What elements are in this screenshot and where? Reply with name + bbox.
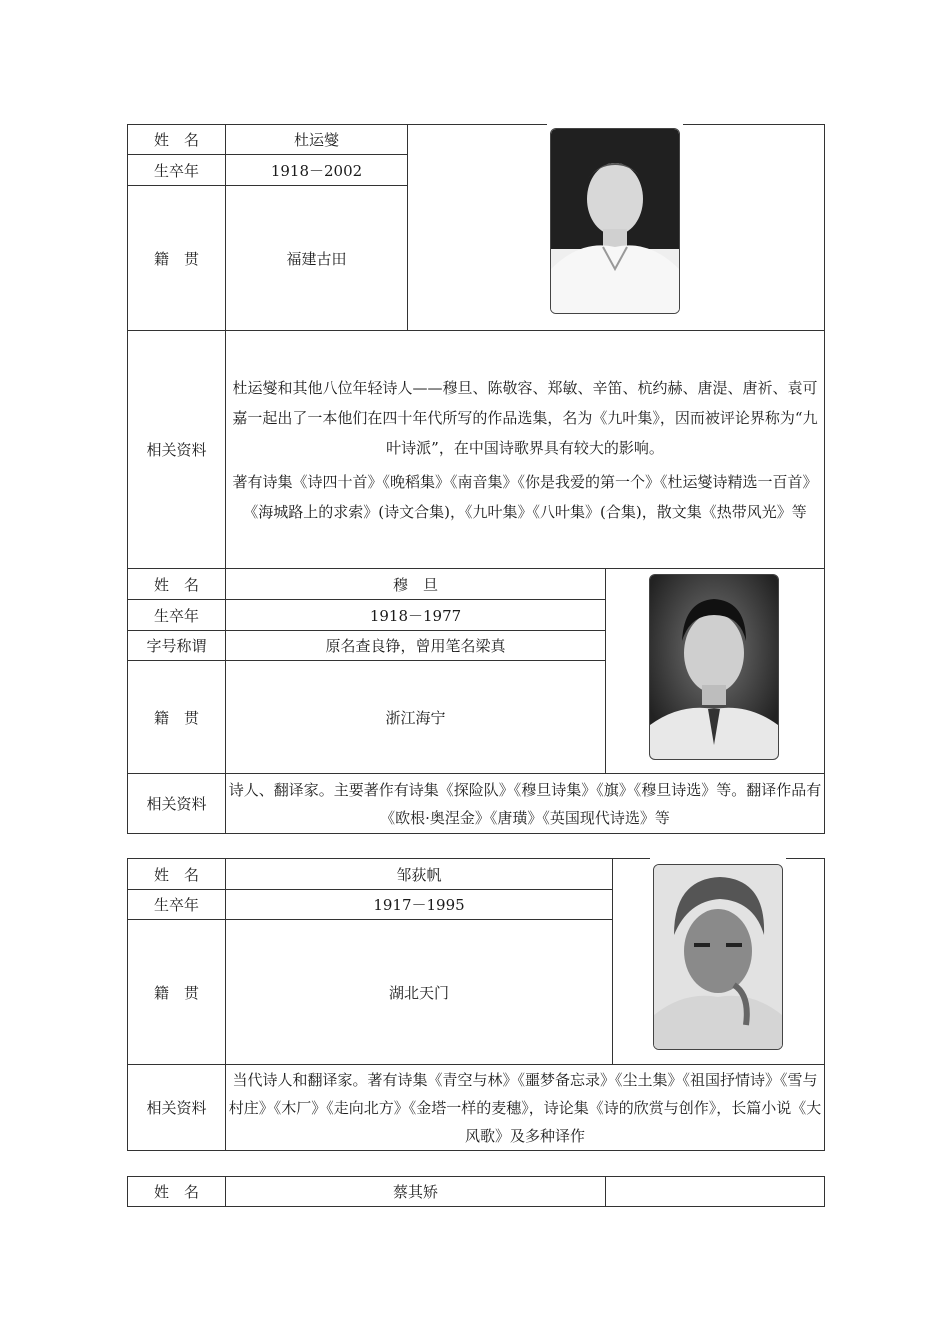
portrait-photo xyxy=(649,574,779,760)
alias-value: 原名查良铮，曾用笔名梁真 xyxy=(226,631,606,661)
name-value: 邹荻帆 xyxy=(226,859,613,890)
name-label: 姓 名 xyxy=(128,859,226,890)
years-label: 生卒年 xyxy=(128,600,226,631)
name-label: 姓 名 xyxy=(128,1177,226,1207)
photo-cell xyxy=(606,569,825,774)
origin-value: 福建古田 xyxy=(226,186,408,331)
photo-cell xyxy=(606,1177,825,1207)
origin-label: 籍 贯 xyxy=(128,920,226,1065)
origin-label: 籍 贯 xyxy=(128,661,226,774)
years-value: 1917－1995 xyxy=(226,890,613,920)
poet-card-zou-difan xyxy=(127,858,825,1151)
portrait-photo xyxy=(550,128,680,314)
border-gap xyxy=(650,856,786,859)
origin-value: 湖北天门 xyxy=(226,920,613,1065)
portrait-photo xyxy=(653,864,783,1050)
info-paragraph-1: 杜运燮和其他八位年轻诗人——穆旦、陈敬容、郑敏、辛笛、杭约赫、唐湜、唐祈、袁可嘉一起出了一本他们在四十年代所写的作品选集，名为《九叶集》，因而被评论界称为“九叶诗派”，在中国诗歌界具有较大的影响。 xyxy=(232,378,818,457)
origin-value: 浙江海宁 xyxy=(226,661,606,774)
years-value: 1918－2002 xyxy=(226,155,408,186)
photo-cell xyxy=(613,859,825,1065)
origin-label: 籍 贯 xyxy=(128,186,226,331)
photo-cell xyxy=(408,125,825,331)
poet-card-mu-dan xyxy=(127,568,825,834)
info-paragraph-2: 著有诗集《诗四十首》《晚稻集》《南音集》《你是我爱的第一个》《杜运燮诗精选一百首》《海城路上的求索》(诗文合集)，《九叶集》《八叶集》(合集)，散文集《热带风光》等 xyxy=(232,472,818,521)
info-value: 诗人、翻译家。主要著作有诗集《探险队》《穆旦诗集》《旗》《穆旦诗选》等。翻译作品有《欧根·奥涅金》《唐璜》《英国现代诗选》等 xyxy=(226,774,825,834)
poet-card-cai-qijiao xyxy=(127,1176,825,1207)
years-value: 1918－1977 xyxy=(226,600,606,631)
info-value: 当代诗人和翻译家。著有诗集《青空与林》《噩梦备忘录》《尘土集》《祖国抒情诗》《雪与村庄》《木厂》《走向北方》《金塔一样的麦穗》，诗论集《诗的欣赏与创作》，长篇小说《大风歌》及多种译作 xyxy=(226,1065,825,1151)
years-label: 生卒年 xyxy=(128,890,226,920)
name-value: 穆 旦 xyxy=(226,569,606,600)
info-label: 相关资料 xyxy=(128,774,226,834)
poet-card-du-yunxie xyxy=(127,124,825,569)
info-label: 相关资料 xyxy=(128,331,226,569)
alias-label: 字号称谓 xyxy=(128,631,226,661)
info-value xyxy=(226,331,825,569)
info-label: 相关资料 xyxy=(128,1065,226,1151)
name-label: 姓 名 xyxy=(128,125,226,155)
name-label: 姓 名 xyxy=(128,569,226,600)
name-value: 杜运燮 xyxy=(226,125,408,155)
years-label: 生卒年 xyxy=(128,155,226,186)
border-gap xyxy=(547,122,683,125)
name-value: 蔡其矫 xyxy=(226,1177,606,1207)
